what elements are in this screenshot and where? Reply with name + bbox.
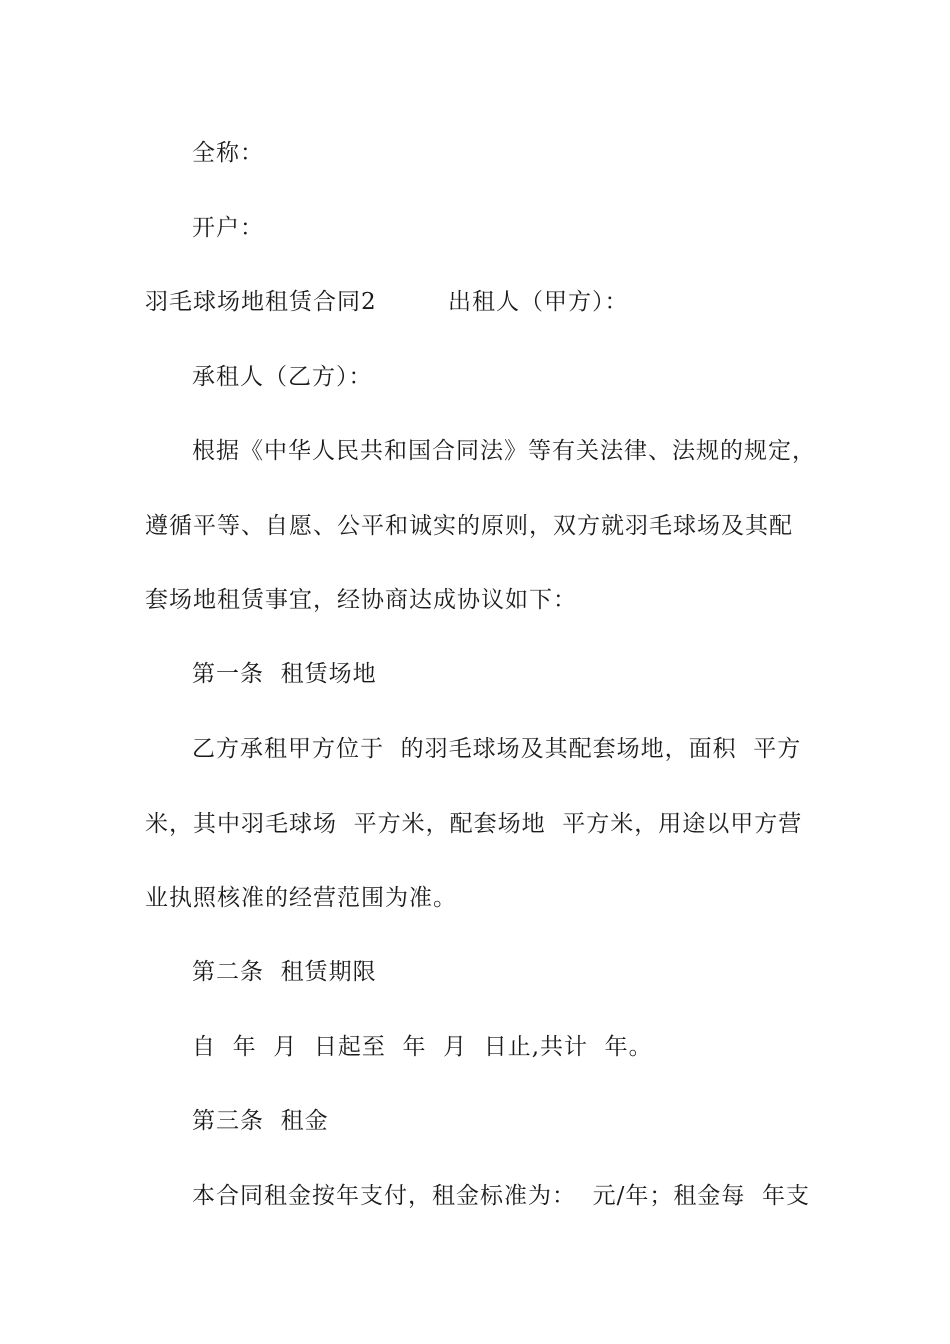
article-3-heading: 第三条 租金 (192, 1108, 329, 1134)
lessee-party-label: 承租人（乙方）： (192, 364, 373, 390)
preamble-line-3: 套场地租赁事宜，经协商达成协议如下： (145, 587, 577, 613)
lessor-party-label: 出租人（甲方）： (448, 289, 629, 315)
article-2-text: 自 年 月 日起至 年 月 日止,共计 年。 (192, 1034, 653, 1060)
bank-account-field-label: 开户： (192, 215, 264, 241)
contract-title: 羽毛球场地租赁合同2 (145, 289, 377, 315)
article-1-heading: 第一条 租赁场地 (192, 661, 377, 687)
article-3-text-line-1: 本合同租金按年支付，租金标准为： 元/年；租金每 年支 (192, 1183, 810, 1209)
article-2-heading: 第二条 租赁期限 (192, 959, 377, 985)
article-1-text-line-1: 乙方承租甲方位于 的羽毛球场及其配套场地，面积 平方 (192, 736, 802, 762)
article-1-text-line-2: 米，其中羽毛球场 平方米，配套场地 平方米，用途以甲方营 (145, 811, 803, 837)
preamble-line-1: 根据《中华人民共和国合同法》等有关法律、法规的规定， (192, 438, 816, 464)
full-name-field-label: 全称： (192, 140, 264, 166)
preamble-line-2: 遵循平等、自愿、公平和诚实的原则，双方就羽毛球场及其配 (145, 513, 793, 539)
article-1-text-line-3: 业执照核准的经营范围为准。 (145, 885, 457, 911)
